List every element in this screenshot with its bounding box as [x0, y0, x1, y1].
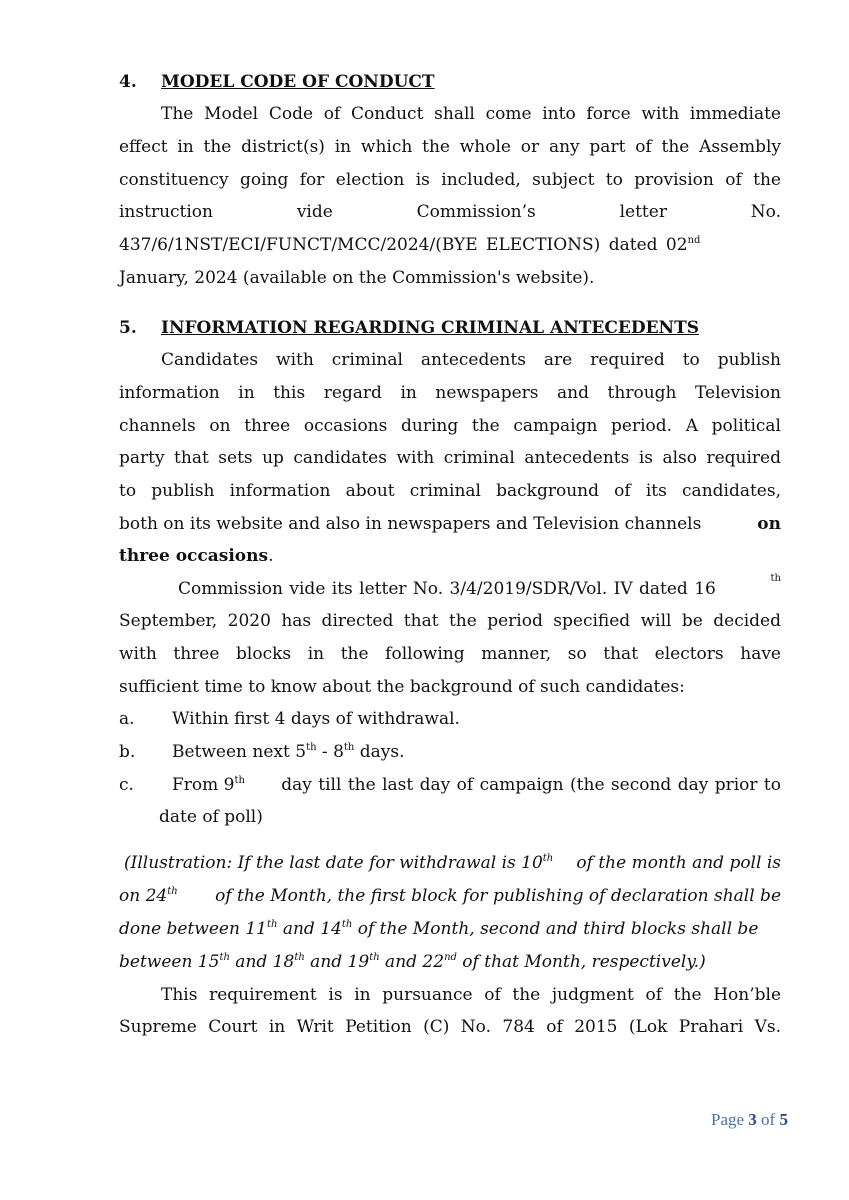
section-number: 4. [119, 72, 137, 92]
text-span: and 18 [229, 952, 295, 972]
paragraph-line: with three blocks in the following manner, so that electors have [119, 644, 781, 664]
ordinal-suffix: th [234, 775, 245, 786]
text-span: From 9 [172, 775, 235, 795]
current-page: 3 [748, 1110, 757, 1129]
text-span [119, 886, 178, 906]
ordinal-suffix: nd [444, 952, 457, 963]
letter-reference: 437/6/1NST/ECI/FUNCT/MCC/2024/(BYE ELECTIONS) dated 02 [119, 235, 688, 255]
bold-text: three occasions [119, 546, 269, 566]
paragraph-line: constituency going for election is included, subject to provision of the [119, 170, 781, 190]
text-span: done between 11 [119, 919, 267, 939]
word: vide [296, 202, 333, 222]
ordinal-suffix: th [294, 952, 305, 963]
paragraph-line: effect in the district(s) in which the whole or any part of the Assembly [119, 137, 781, 157]
illustration-line [124, 853, 781, 873]
section-4-heading [119, 72, 435, 92]
paragraph-line: date of poll) [159, 807, 263, 827]
paragraph-line: The Model Code of Conduct shall come into force with immediate [161, 104, 781, 124]
list-text: - 8 [316, 742, 344, 762]
paragraph-line: party that sets up candidates with criminal antecedents is also required [119, 448, 781, 468]
paragraph-line: September, 2020 has directed that the period specified will be decided [119, 611, 781, 631]
list-text [172, 775, 245, 795]
paragraph-line [119, 235, 781, 255]
text-span: and 14 [277, 919, 342, 939]
illustration-line [119, 919, 781, 939]
page-label: Page [711, 1110, 745, 1129]
list-text: Between next 5 [172, 742, 307, 762]
text-span: of the Month, second and third blocks shall be [352, 919, 759, 939]
text-span: of the Month, the first block for publishing of declaration shall be [215, 886, 781, 906]
illustration-line [119, 886, 781, 906]
list-item [119, 775, 781, 795]
text-span: Commission vide its letter No. 3/4/2019/SDR/Vol. IV dated 16 [178, 579, 716, 599]
paragraph-line [119, 546, 781, 566]
text-span: of the month and poll is [576, 853, 781, 873]
of-label: of [761, 1110, 776, 1129]
text-span [124, 853, 553, 873]
text-span: (Illustration: If the last date for withdrawal is 10 [124, 853, 543, 873]
paragraph-line: Supreme Court in Writ Petition (C) No. 784 of 2015 (Lok Prahari Vs. [119, 1017, 781, 1037]
illustration-line [119, 952, 781, 972]
paragraph-line: This requirement is in pursuance of the judgment of the Hon’ble [161, 985, 781, 1005]
list-marker: c. [119, 775, 134, 795]
paragraph-line: channels on three occasions during the campaign period. A political [119, 416, 781, 436]
text-span: and 22 [379, 952, 445, 972]
paragraph-line [119, 514, 781, 534]
word: Commission’s [416, 202, 536, 222]
text-span: and 19 [304, 952, 370, 972]
paragraph-line: information in this regard in newspapers and through Television [119, 383, 781, 403]
ordinal-suffix: th [369, 952, 380, 963]
list-item [119, 709, 781, 729]
ordinal-suffix: th [306, 742, 317, 753]
list-text: days. [354, 742, 405, 762]
text-span: on 24 [119, 886, 168, 906]
ordinal-suffix: th [219, 952, 230, 963]
ordinal-suffix: th [343, 742, 355, 753]
word: instruction [119, 202, 213, 222]
text-span: both on its website and also in newspapers and Television channels [119, 514, 702, 534]
ordinal-suffix: th [341, 919, 353, 930]
list-item [119, 742, 781, 762]
ordinal-suffix: th [167, 886, 178, 897]
word: letter [619, 202, 667, 222]
list-marker: a. [119, 709, 135, 729]
ordinal-suffix: nd [687, 235, 701, 246]
paragraph-line: sufficient time to know about the background of such candidates: [119, 677, 685, 697]
paragraph-line: January, 2024 (available on the Commission's website). [119, 268, 595, 288]
page-number-footer [711, 1110, 788, 1130]
section-title: MODEL CODE OF CONDUCT [161, 72, 435, 92]
section-5-heading [119, 318, 699, 338]
paragraph-line [178, 573, 781, 599]
total-pages: 5 [779, 1110, 788, 1129]
section-number: 5. [119, 318, 137, 338]
text-span: of that Month, respectively.) [456, 952, 706, 972]
list-marker: b. [119, 742, 136, 762]
list-text: Within first 4 days of withdrawal. [172, 709, 460, 729]
paragraph-line: Candidates with criminal antecedents are required to publish [161, 350, 781, 370]
list-text: day till the last day of campaign (the second day prior to [281, 775, 781, 795]
list-text-line [172, 775, 781, 795]
paragraph-line [119, 202, 781, 222]
ordinal-suffix: th [770, 573, 781, 584]
word: No. [750, 202, 781, 222]
ordinal-suffix: th [542, 853, 554, 864]
text-span: between 15 [119, 952, 220, 972]
bold-text: on [757, 514, 781, 534]
ordinal-suffix: th [266, 919, 278, 930]
paragraph-line: to publish information about criminal background of its candidates, [119, 481, 781, 501]
section-title: INFORMATION REGARDING CRIMINAL ANTECEDENTS [161, 318, 700, 338]
text-span: . [268, 546, 274, 566]
